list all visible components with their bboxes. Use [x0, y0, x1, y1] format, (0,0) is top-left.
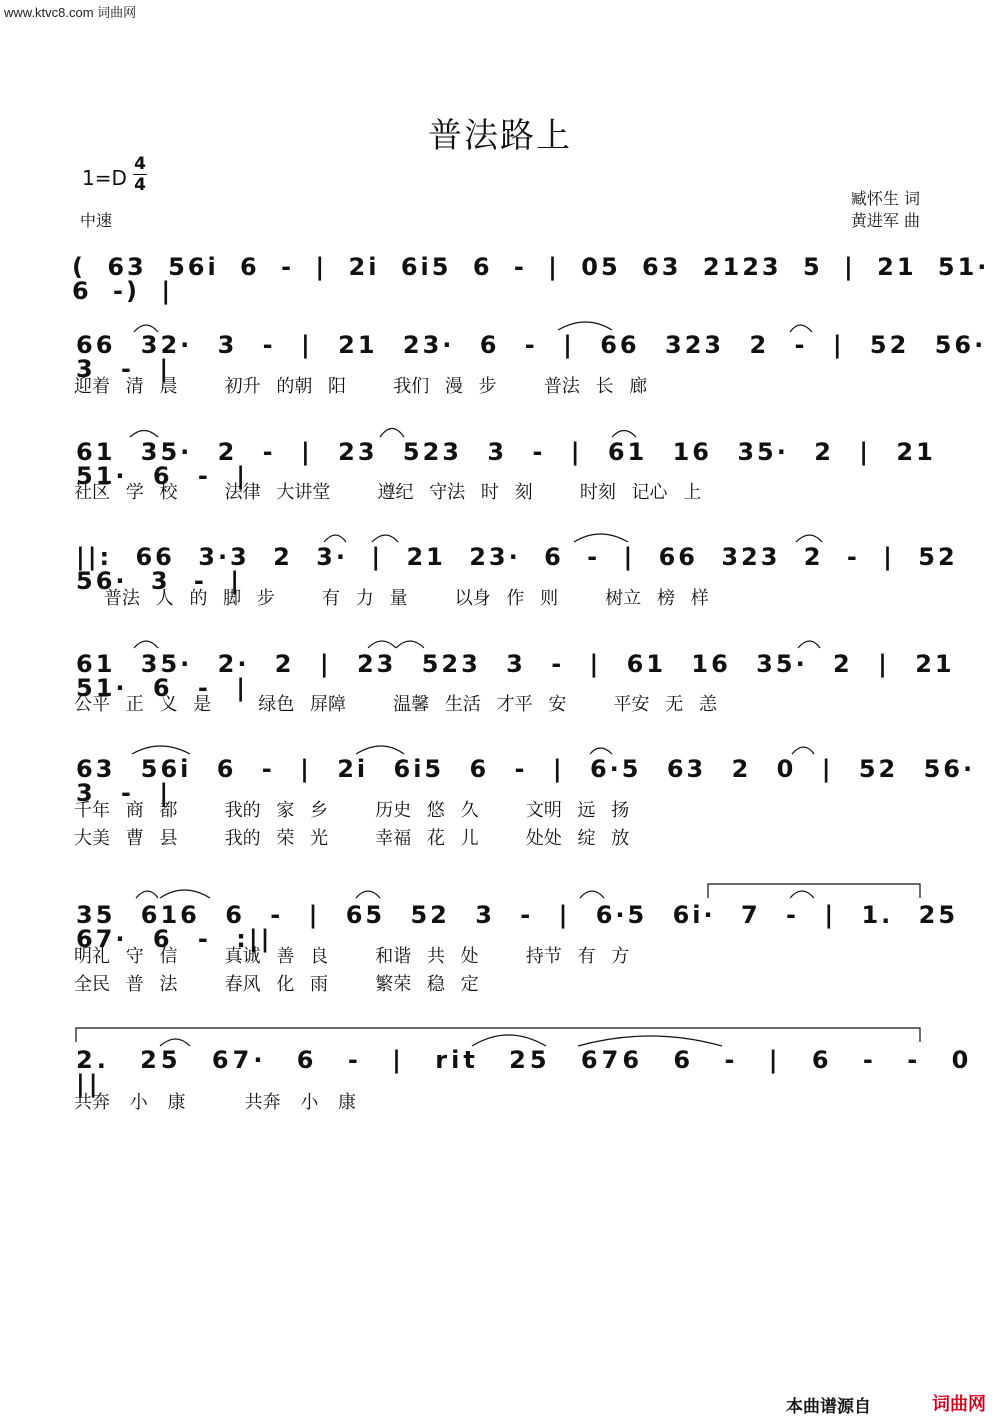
key-signature: 1=D: [82, 166, 127, 190]
score-row-3-notes: 61 35· 2 - | 23 523 3 - | 61 16 35· 2 | 21 51· 6 - |: [76, 438, 936, 490]
score-row-3-lyrics: 社区 学 校 法律 大讲堂 遵纪 守法 时 刻 时刻 记心 上: [74, 482, 702, 503]
score-row-4-lyrics: 普法 人 的 脚 步 有 力 量 以身 作 则 树立 榜 样: [104, 588, 709, 609]
score-row-1-notes: ( 63 56i 6 - | 2i 6i5 6 - | 05 63 2123 5 | 21 51· 6 -) |: [72, 253, 990, 305]
time-signature-top: 4: [134, 154, 146, 174]
score-row-7-notes: 35 616 6 - | 65 52 3 - | 6·5 6i· 7 - | 1. 25 67· 6 - :||: [76, 901, 959, 953]
score-row-8-notes: 2. 25 67· 6 - | rit 25 676 6 - | 6 - - 0 ||: [76, 1046, 973, 1098]
score-row-5-lyrics: 公平 正 义 是 绿色 屏障 温馨 生活 才平 安 平安 无 恙: [74, 694, 717, 715]
watermark: www.ktvc8.com 词曲网: [4, 5, 137, 20]
score-row-7-lyrics-verse-2: 全民 普 法 春风 化 雨 繁荣 稳 定: [74, 974, 479, 995]
score-row-4-notes: ||: 66 3·3 2 3· | 21 23· 6 - | 66 323 2 - | 52 56· 3 - |: [76, 543, 958, 595]
score-row-2-notes: 66 32· 3 - | 21 23· 6 - | 66 323 2 - | 52 56· 3 - |: [76, 331, 987, 383]
footer-source-label: 本曲谱源自: [786, 1397, 871, 1417]
time-signature-bottom: 4: [134, 175, 146, 195]
score-row-6-lyrics-verse-2: 大美 曹 县 我的 荣 光 幸福 花 儿 处处 绽 放: [74, 828, 630, 849]
composer-credit: 黄进军 曲: [850, 211, 920, 230]
score-row-7-lyrics-verse-1: 明礼 守 信 真诚 善 良 和谐 共 处 持节 有 方: [74, 946, 630, 967]
page-title: 普法路上: [428, 116, 572, 156]
footer-site-logo[interactable]: 词曲网: [932, 1394, 986, 1415]
score-row-2-lyrics: 迎着 清 晨 初升 的朝 阳 我们 漫 步 普法 长 廊: [74, 376, 648, 397]
score-row-6-notes: 63 56i 6 - | 2i 6i5 6 - | 6·5 63 2 0 | 52 56· 3 - |: [76, 755, 976, 807]
lyricist-credit: 臧怀生 词: [850, 189, 920, 208]
score-row-5-notes: 61 35· 2· 2 | 23 523 3 - | 61 16 35· 2 | 21 51· 6 - |: [76, 650, 955, 702]
tempo-marking: 中速: [80, 211, 113, 230]
volta-brackets: [76, 884, 920, 1042]
slurs: [130, 322, 822, 1046]
score-row-6-lyrics-verse-1: 千年 商 都 我的 家 乡 历史 悠 久 文明 远 扬: [74, 800, 630, 821]
score-row-8-lyrics: 共奔 小 康 共奔 小 康: [74, 1092, 357, 1113]
